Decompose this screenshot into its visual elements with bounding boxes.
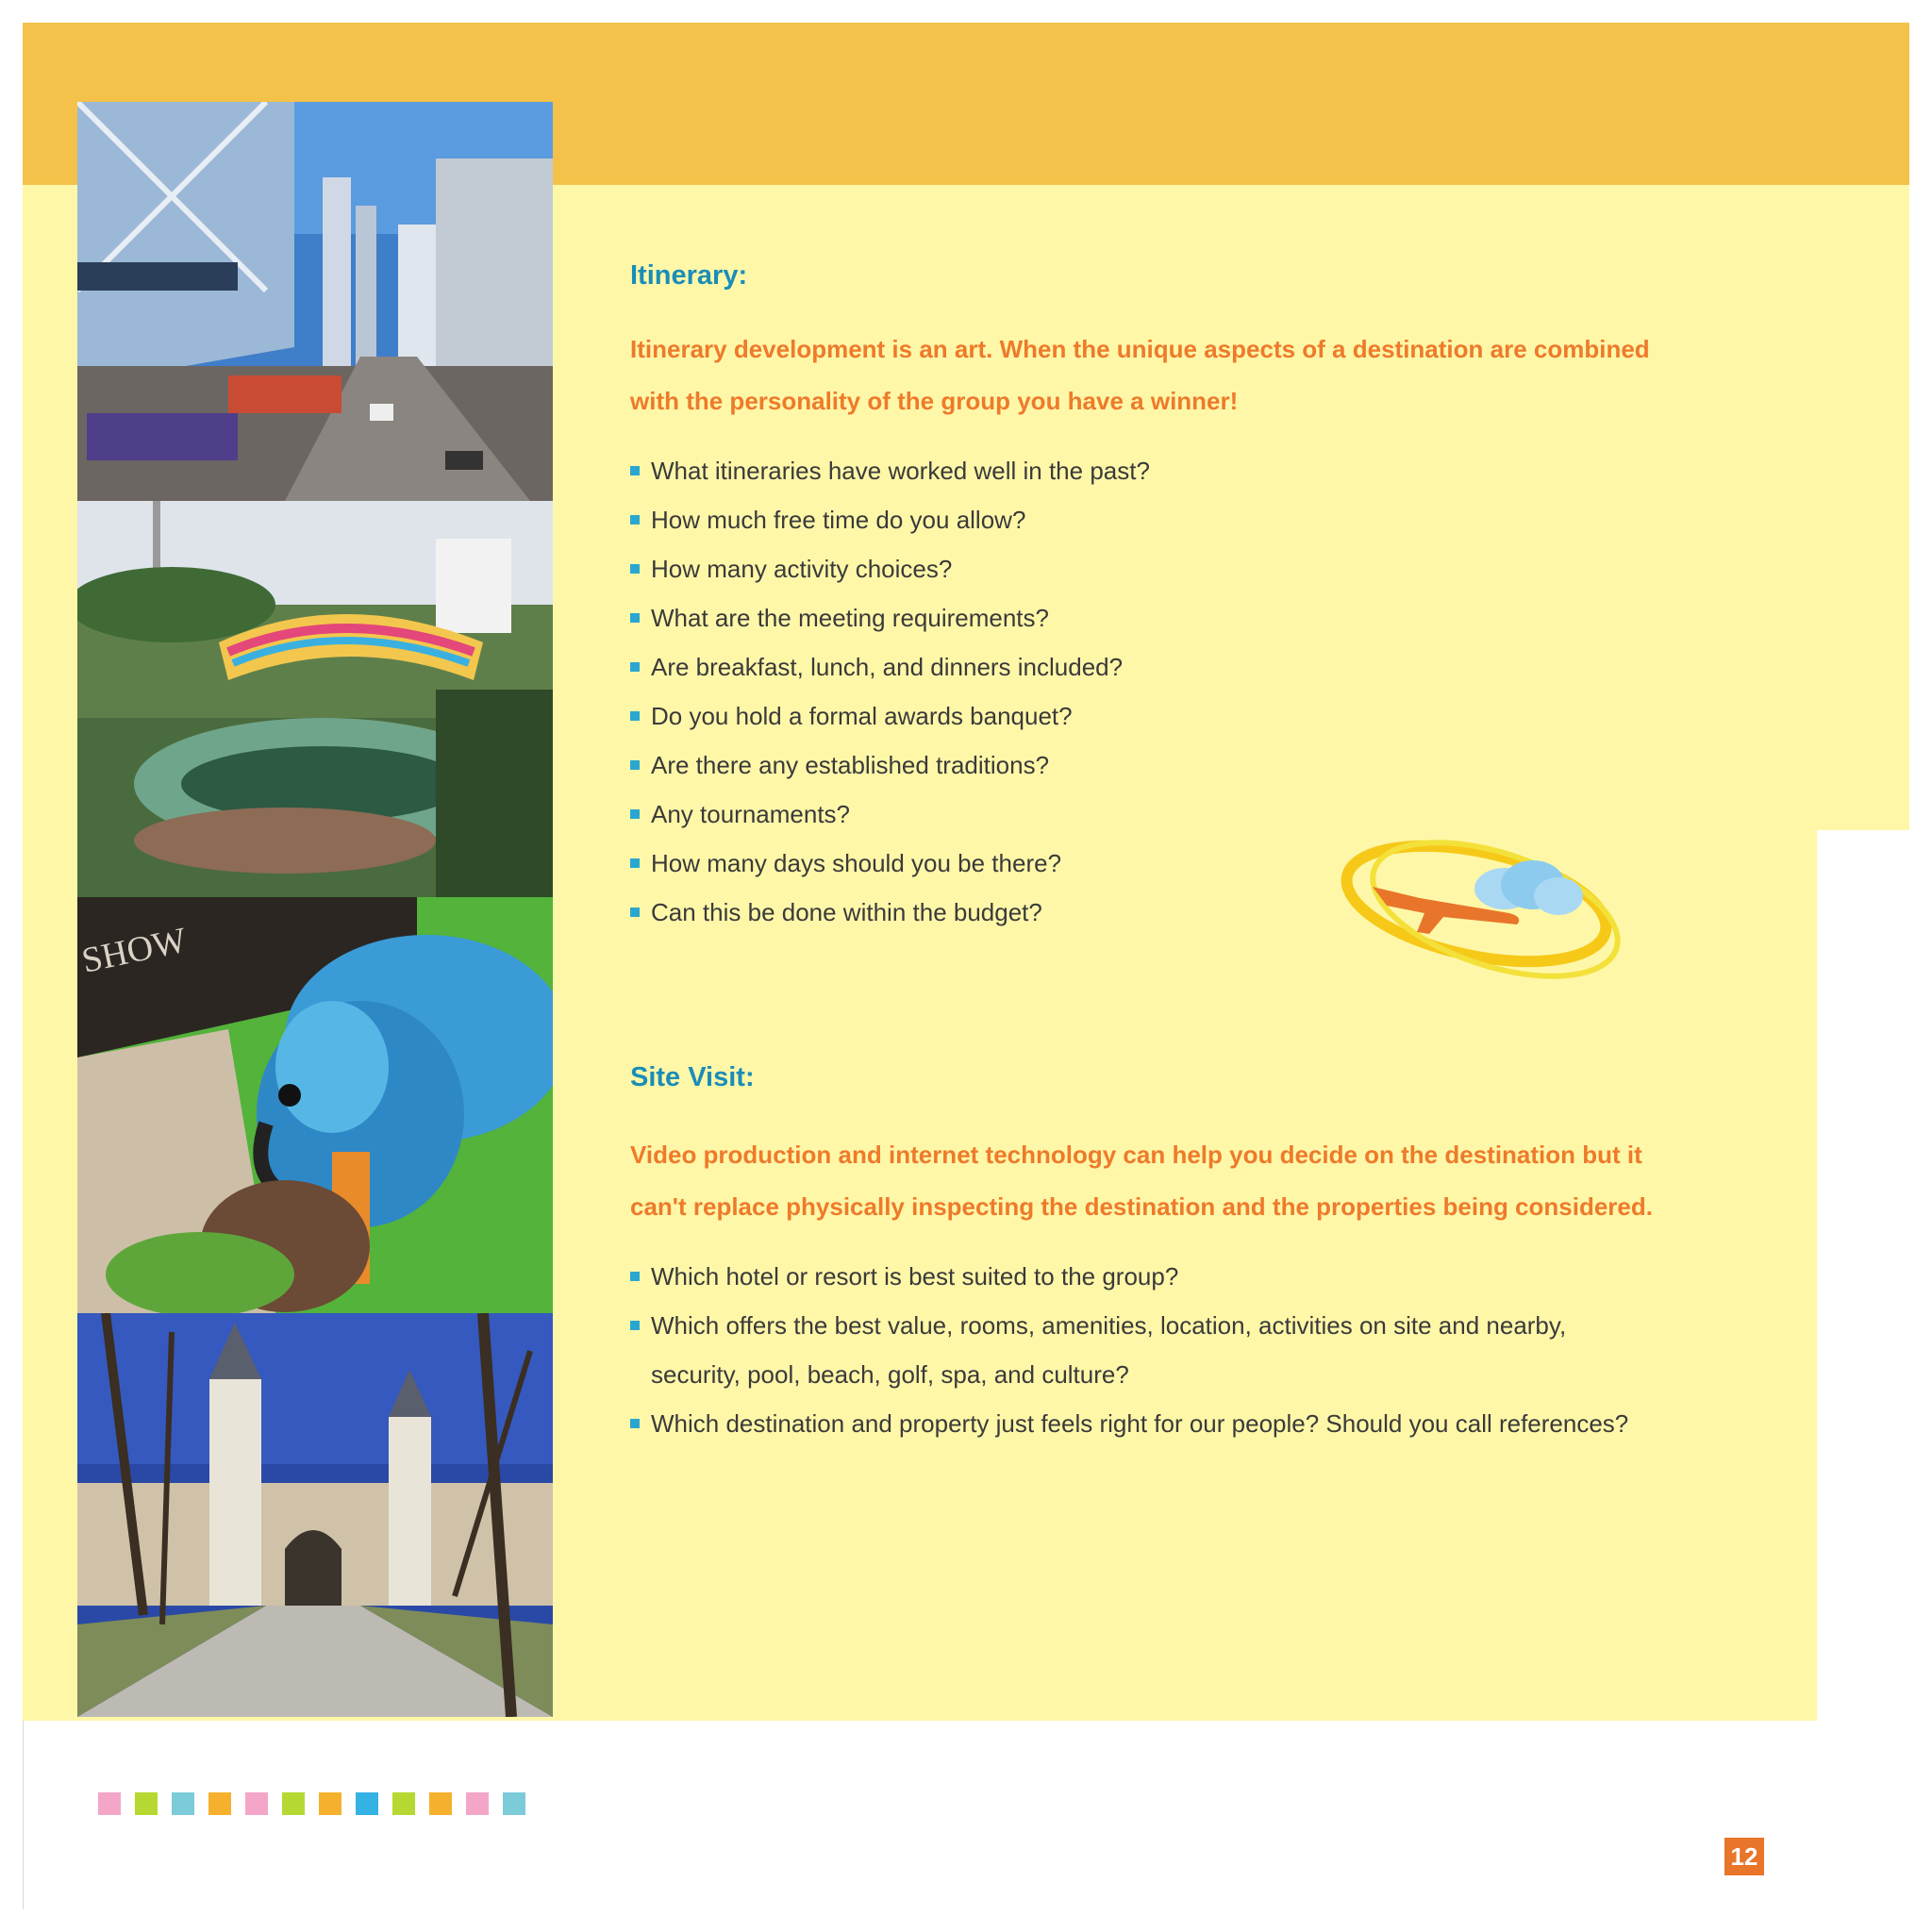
bullet-icon: [630, 613, 640, 623]
city-skyline-photo: [77, 102, 553, 501]
site-visit-intro: [630, 1129, 1743, 1233]
color-swatch-strip: [98, 1792, 525, 1815]
site-visit-heading: Site Visit:: [630, 1062, 755, 1092]
list-item: Are there any established traditions?: [630, 741, 1743, 790]
itinerary-intro-line-1: Itinerary development is an art. When the unique aspects of a destination are combined: [630, 335, 1650, 363]
itinerary-heading: Itinerary:: [630, 260, 748, 291]
list-item: Are breakfast, lunch, and dinners included?: [630, 642, 1743, 691]
bullet-icon: [630, 711, 640, 721]
color-swatch: [356, 1792, 378, 1815]
itinerary-intro: [630, 324, 1743, 427]
bullet-icon: [630, 760, 640, 770]
bullet-icon: [630, 809, 640, 819]
list-item: How many days should you be there?: [630, 839, 1743, 888]
color-swatch: [392, 1792, 415, 1815]
site-visit-section: [630, 1062, 1743, 1448]
bullet-icon: [630, 564, 640, 574]
list-item: What itineraries have worked well in the past?: [630, 446, 1743, 495]
bullet-icon: [630, 515, 640, 525]
bullet-icon: [630, 858, 640, 868]
list-item: Do you hold a formal awards banquet?: [630, 691, 1743, 741]
color-swatch: [135, 1792, 158, 1815]
list-item: Which hotel or resort is best suited to the group?: [630, 1252, 1743, 1301]
bullet-icon: [630, 1419, 640, 1428]
color-swatch: [245, 1792, 268, 1815]
list-item: How much free time do you allow?: [630, 495, 1743, 544]
site-visit-intro-line-2: can't replace physically inspecting the destination and the properties being considered.: [630, 1192, 1653, 1221]
color-swatch: [319, 1792, 341, 1815]
bullet-icon: [630, 1321, 640, 1330]
list-item: What are the meeting requirements?: [630, 593, 1743, 642]
itinerary-intro-line-2: with the personality of the group you have a winner!: [630, 387, 1239, 415]
palace-gate-photo: [77, 1313, 553, 1717]
list-item: Which destination and property just feels right for our people? Should you call references?: [630, 1399, 1743, 1448]
list-item: Which offers the best value, rooms, amenities, location, activities on site and nearby, security, pool, beach, golf, spa, and culture?: [630, 1301, 1743, 1399]
color-swatch: [282, 1792, 305, 1815]
bullet-icon: [630, 466, 640, 475]
color-swatch: [208, 1792, 231, 1815]
bullet-icon: [630, 908, 640, 917]
site-visit-question-list: [630, 1252, 1743, 1448]
svg-text:SHOW: SHOW: [78, 920, 191, 981]
color-swatch: [429, 1792, 452, 1815]
bullet-icon: [630, 1272, 640, 1281]
color-swatch: [466, 1792, 489, 1815]
color-swatch: [503, 1792, 525, 1815]
list-item: How many activity choices?: [630, 544, 1743, 593]
page-number-badge: 12: [1724, 1838, 1764, 1875]
parrot-photo: [77, 897, 553, 1313]
color-swatch: [98, 1792, 121, 1815]
list-item: Any tournaments?: [630, 790, 1743, 839]
airplane-logo-icon: [1330, 830, 1632, 981]
amusement-park-photo: [77, 501, 553, 897]
bullet-icon: [630, 662, 640, 672]
list-item: Can this be done within the budget?: [630, 888, 1743, 937]
site-visit-intro-line-1: Video production and internet technology can help you decide on the destination but it: [630, 1141, 1642, 1169]
color-swatch: [172, 1792, 194, 1815]
